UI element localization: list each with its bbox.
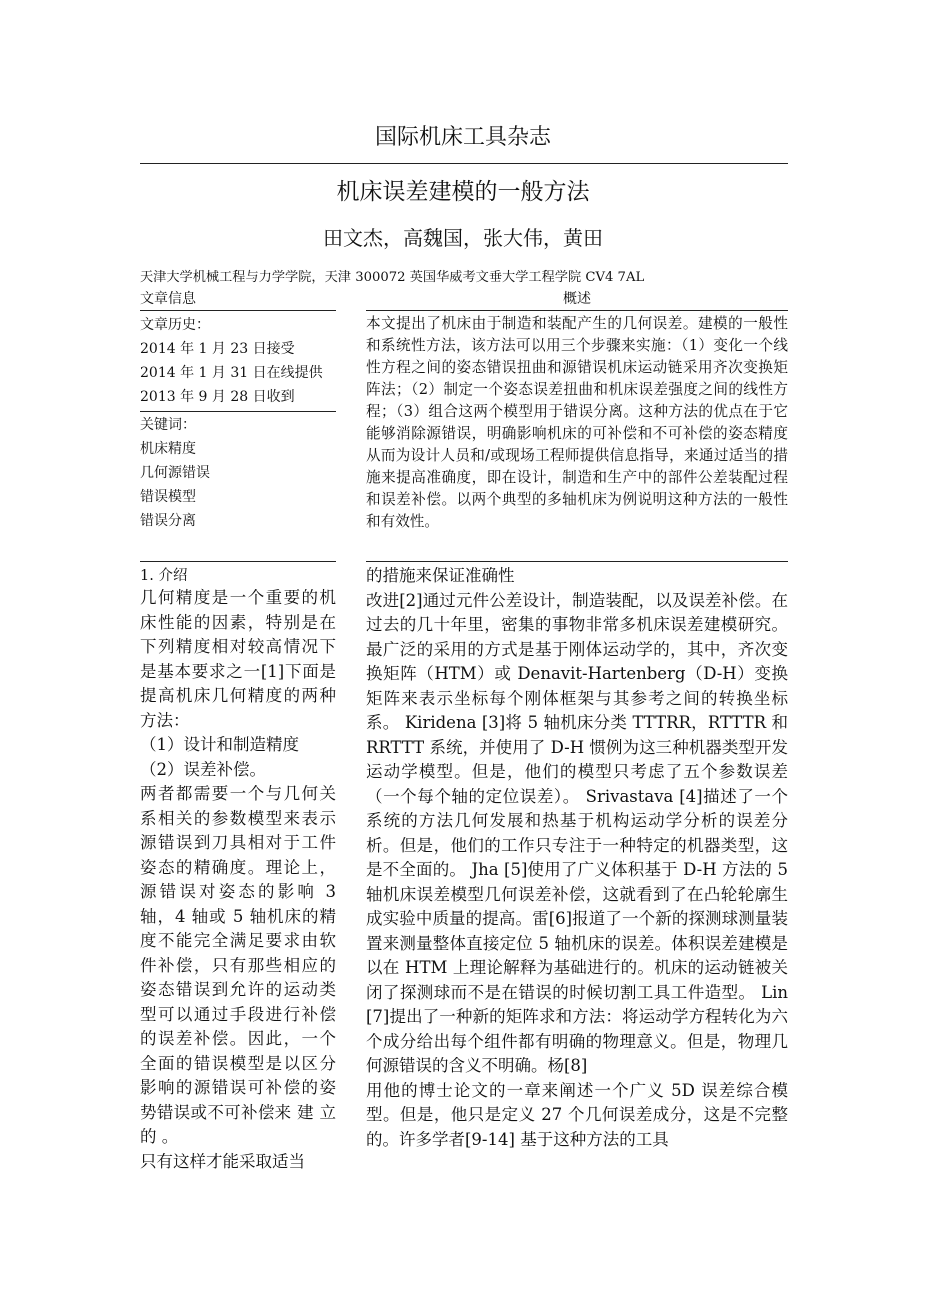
article-history <box>140 313 336 409</box>
intro-right-column <box>366 564 788 1152</box>
intro-rule-right <box>366 561 788 562</box>
history-label: 文章历史： <box>140 317 210 333</box>
affiliation: 天津大学机械工程与力学学院，天津 300072 英国华威考文垂大学工程学院 CV4 7AL <box>140 270 645 285</box>
paragraph: （2）误差补偿。 <box>140 759 266 779</box>
keywords <box>140 413 336 533</box>
keyword: 机床精度 <box>140 441 196 457</box>
keyword: 错误分离 <box>140 513 196 529</box>
section-heading-intro: 1. 介绍 <box>140 568 188 584</box>
article-info-rule <box>140 310 336 311</box>
keywords-rule <box>140 411 336 412</box>
journal-name: 国际机床工具杂志 <box>374 125 551 150</box>
abstract-text: 本文提出了机床由于制造和装配产生的几何误差。建模的一般性和系统性方法，该方法可以用三个步骤来实施：（1）变化一个线性方程之间的姿态错误扭曲和源错误机床运动链采用齐次变换矩阵法；（2）制定一个姿态误差扭曲和机床误差强度之间的线性方程；（3）组合这两个模型用于错误分离。这种方法的优点在于它能够消除源错误，明确影响机床的可补偿和不可补偿的姿态精度从而为设计人员和/或现场工程师提供信息指导，来通过适当的措施来提高准确度，即在设计，制造和生产中的部件公差装配过程和误差补偿。以两个典型的多轴机床为例说明这种方法的一般性和有效性。 <box>366 315 788 530</box>
intro-left-column <box>140 586 336 1174</box>
history-online: 2014 年 1 月 31 日在线提供 <box>140 365 323 381</box>
paragraph: （1）设计和制造精度 <box>140 735 299 754</box>
history-received: 2013 年 9 月 28 日收到 <box>140 389 295 405</box>
header-rule <box>140 163 788 164</box>
keyword: 几何源错误 <box>140 465 210 481</box>
paragraph: 几何精度是一个重要的机床性能的因素，特别是在下列精度相对较高情况下是基本要求之一[1]下面是提高机床几何精度的两种方法： <box>140 588 336 730</box>
paragraph: 用他的博士论文的一章来阐述一个广义 5D 误差综合模型。但是，他只是定义 27 个几何误差成分，这是不完整的。许多学者[9-14] 基于这种方法的工具 <box>366 1080 788 1149</box>
abstract-header: 概述 <box>563 291 591 307</box>
paragraph: 只有这样才能采取适当 <box>140 1151 305 1171</box>
paragraph: 两者都需要一个与几何关系相关的参数模型来表示源错误到刀具相对于工件姿态的精确度。理论上，源错误对姿态的影响 3 轴，4 轴或 5 轴机床的精度不能完全满足要求由软件补偿，只有那些相应的姿态错误到允许的运动类型可以通过手段进行补偿的误差补偿。因此，一个全面的错误模型是以区分影响的源错误可补偿的姿势错误或不可补偿来 建 立 的 。 <box>140 784 336 1146</box>
intro-rule-left <box>140 561 336 562</box>
paragraph: 改进[2]通过元件公差设计，制造装配，以及误差补偿。在过去的几十年里，密集的事物非常多机床误差建模研究。最广泛的采用的方式是基于刚体运动学的，其中，齐次变换矩阵（HTM）或 Denavit-Hartenberg（D-H）变换矩阵来表示坐标每个刚体框架与其参考之间的转换坐标系。 Kiridena [3]将 5 轴机床分类 TTTRR，RTTTR 和 RRTTT 系统，并使用了 D-H 惯例为这三种机器类型开发运动学模型。但是，他们的模型只考虑了五个参数误差（一个每个轴的定位误差）。 Srivastava [4]描述了一个系统的方法几何发展和热基于机构运动学分析的误差分析。但是，他们的工作只专注于一种特定的机器类型，这是不全面的。 Jha [5]使用了广义体积基于 D-H 方法的 5 轴机床误差模型几何误差补偿，这就看到了在凸轮轮廓生成实验中质量的提高。雷[6]报道了一个新的探测球测量装置来测量整体直接定位 5 轴机床的误差。体积误差建模是以在 HTM 上理论解释为基础进行的。机床的运动链被关闭了探测球而不是在错误的时候切割工具工件造型。 Lin [7]提出了一种新的矩阵求和方法：将运动学方程转化为六个成分给出每个组件都有明确的物理意义。但是，物理几何源错误的含义不明确。杨[8] <box>366 590 788 1075</box>
paragraph: 的措施来保证准确性 <box>366 566 515 585</box>
history-received-accepted: 2014 年 1 月 23 日接受 <box>140 341 295 357</box>
authors: 田文杰，高魏国，张大伟，黄田 <box>323 226 603 250</box>
keywords-label: 关键词： <box>140 417 196 433</box>
article-info-header: 文章信息 <box>140 291 196 307</box>
keyword: 错误模型 <box>140 489 196 505</box>
paper-title: 机床误差建模的一般方法 <box>336 179 590 205</box>
abstract-rule <box>366 310 788 311</box>
